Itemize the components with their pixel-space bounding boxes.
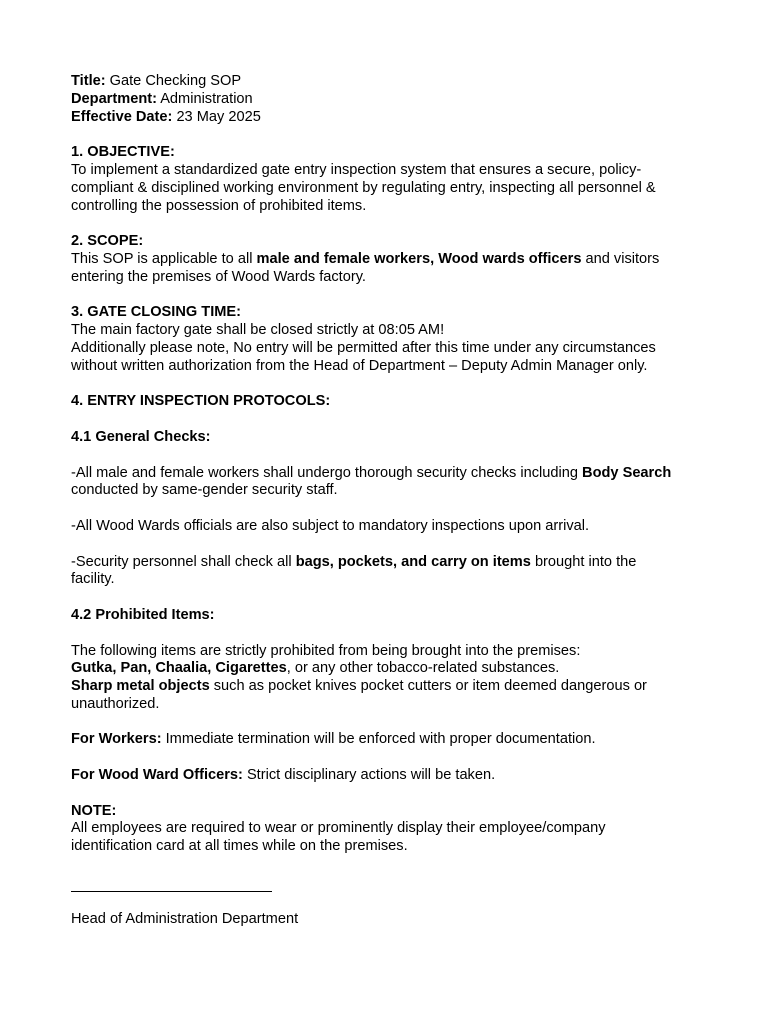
note-text: All employees are required to wear or prominently display their employee/company: [71, 820, 606, 837]
prohibited-item: unauthorized.: [71, 695, 160, 712]
signatory-title: Head of Administration Department: [71, 911, 299, 927]
prohibited-intro: The following items are strictly prohibited from being brought into the premises:: [71, 642, 581, 659]
objective-text: controlling the possession of prohibited items.: [71, 197, 367, 214]
objective-text: To implement a standardized gate entry inspection system that ensures a secure, policy-: [71, 161, 642, 178]
scope-heading: 2. SCOPE:: [71, 233, 144, 250]
officers-penalty: For Wood Ward Officers: Strict disciplinary actions will be taken.: [71, 767, 496, 784]
effective-date-line: Effective Date: 23 May 2025: [71, 108, 261, 125]
gate-closing-text: Additionally please note, No entry will be permitted after this time under any circumstances: [71, 339, 656, 356]
note-text: identification card at all times while on the premises.: [71, 838, 408, 855]
sop-document: [71, 73, 711, 856]
signature-line: [71, 891, 272, 892]
general-check-item: -Security personnel shall check all bags, pockets, and carry on items brought into the: [71, 553, 637, 570]
title-line: Title: Gate Checking SOP: [71, 73, 242, 89]
prohibited-item: Sharp metal objects such as pocket knives pocket cutters or item deemed dangerous or: [71, 678, 647, 695]
objective-text: compliant & disciplined working environment by regulating entry, inspecting all personnel &: [71, 179, 656, 196]
general-check-item: conducted by same-gender security staff.: [71, 482, 338, 499]
protocols-heading: 4. ENTRY INSPECTION PROTOCOLS:: [71, 393, 331, 410]
scope-text: This SOP is applicable to all male and female workers, Wood wards officers and visitors: [71, 250, 660, 267]
general-checks-heading: 4.1 General Checks:: [71, 428, 211, 445]
prohibited-items-heading: 4.2 Prohibited Items:: [71, 606, 215, 623]
scope-text: entering the premises of Wood Wards factory.: [71, 268, 366, 285]
gate-closing-heading: 3. GATE CLOSING TIME:: [71, 304, 241, 321]
general-check-item: -All Wood Wards officials are also subject to mandatory inspections upon arrival.: [71, 517, 590, 534]
department-line: Department: Administration: [71, 90, 253, 107]
workers-penalty: For Workers: Immediate termination will be enforced with proper documentation.: [71, 731, 596, 748]
gate-closing-text: The main factory gate shall be closed strictly at 08:05 AM!: [71, 322, 445, 339]
objective-heading: 1. OBJECTIVE:: [71, 144, 175, 161]
general-check-item: facility.: [71, 571, 115, 588]
note-heading: NOTE:: [71, 802, 117, 819]
prohibited-item: Gutka, Pan, Chaalia, Cigarettes, or any other tobacco-related substances.: [71, 660, 560, 677]
gate-closing-text: without written authorization from the Head of Department – Deputy Admin Manager only.: [71, 357, 648, 374]
general-check-item: -All male and female workers shall undergo thorough security checks including Body Search: [71, 464, 672, 481]
